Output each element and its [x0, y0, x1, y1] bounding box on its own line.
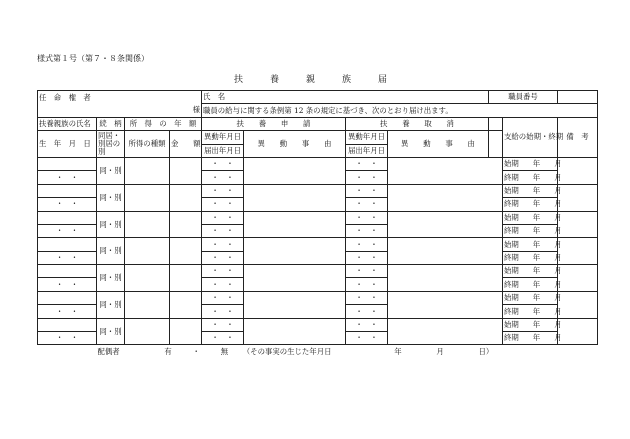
dependent-name-field[interactable] [38, 265, 97, 278]
fact-year: 年 [394, 346, 402, 356]
app-reason-field[interactable] [244, 265, 346, 292]
col-cancel-submit-date: 届出年月日 [346, 144, 388, 157]
app-change-date-field[interactable]: ・ ・ [202, 184, 244, 197]
amount-field[interactable] [170, 238, 202, 265]
birth-date-field[interactable]: ・ ・ [38, 278, 97, 291]
col-amount: 金 額 [170, 131, 202, 158]
app-reason-field[interactable] [244, 291, 346, 318]
cohabit-field[interactable]: 同・別 [97, 265, 125, 292]
start-month: 月 [554, 239, 562, 249]
app-change-date-field[interactable]: ・ ・ [202, 211, 244, 224]
start-month: 月 [554, 293, 562, 303]
birth-date-field[interactable]: ・ ・ [38, 171, 97, 184]
start-label: 始期 [504, 319, 519, 329]
col-cancellation: 扶 養 取 消 [346, 117, 489, 130]
end-period-field[interactable] [503, 171, 562, 184]
start-period-field[interactable] [503, 211, 562, 224]
end-year: 年 [532, 199, 541, 209]
remarks-field[interactable] [558, 238, 598, 265]
col-relationship: 続 柄 [97, 117, 125, 130]
spouse-yes[interactable]: 有 [164, 346, 172, 356]
income-type-field[interactable] [125, 291, 170, 318]
amount-field[interactable] [170, 291, 202, 318]
end-month: 月 [554, 333, 562, 343]
end-label: 終期 [504, 333, 519, 343]
start-period-field[interactable] [503, 157, 562, 170]
cancel-change-date-field[interactable]: ・ ・ [346, 157, 388, 170]
app-reason-field[interactable] [244, 157, 346, 184]
appointer-row [38, 91, 598, 104]
employee-number-label: 職員番号 [489, 91, 558, 104]
cancel-submit-date-field[interactable]: ・ ・ [346, 305, 388, 318]
start-label: 始期 [504, 159, 519, 169]
cohabit-field[interactable]: 同・別 [97, 291, 125, 318]
end-month: 月 [554, 226, 562, 236]
start-month: 月 [554, 186, 562, 196]
cancel-reason-field[interactable] [388, 265, 503, 292]
cancel-change-date-field[interactable]: ・ ・ [346, 318, 388, 331]
app-reason-field[interactable] [244, 238, 346, 265]
start-year: 年 [532, 319, 541, 329]
start-period-field[interactable] [503, 291, 562, 304]
birth-date-field[interactable]: ・ ・ [38, 198, 97, 211]
app-submit-date-field[interactable]: ・ ・ [202, 171, 244, 184]
appointer-label: 任 命 権 者 [38, 91, 202, 104]
dependent-row-top [38, 184, 598, 197]
cancel-submit-date-field[interactable]: ・ ・ [346, 171, 388, 184]
end-month: 月 [554, 199, 562, 209]
start-year: 年 [532, 266, 541, 276]
col-app-change-date: 異動年月日 [202, 131, 244, 144]
col-application: 扶 養 申 請 [202, 117, 346, 130]
cancel-change-date-field[interactable]: ・ ・ [346, 238, 388, 251]
dependent-form-table [37, 90, 598, 358]
dependent-name-field[interactable] [38, 238, 97, 251]
dependent-name-field[interactable] [38, 157, 97, 170]
end-label: 終期 [504, 253, 519, 262]
end-month: 月 [554, 306, 562, 316]
start-year: 年 [532, 186, 541, 196]
dependent-name-field[interactable] [38, 184, 97, 197]
cancel-submit-date-field[interactable]: ・ ・ [346, 251, 388, 264]
start-label: 始期 [504, 239, 519, 249]
col-payment-period: 支給の始期・終期 [503, 117, 558, 157]
amount-field[interactable] [170, 318, 202, 345]
name-field[interactable] [202, 91, 489, 104]
col-remarks: 備 考 [558, 117, 598, 157]
start-period-field[interactable] [503, 184, 562, 197]
app-submit-date-field[interactable]: ・ ・ [202, 278, 244, 291]
remarks-field[interactable] [558, 184, 598, 211]
app-submit-date-field[interactable]: ・ ・ [202, 332, 244, 345]
col-cancel-change-reason: 異 動 事 由 [388, 131, 489, 158]
end-period-field[interactable] [503, 332, 562, 345]
form-number: 様式第１号（第７・８条関係） [37, 54, 149, 63]
col-app-change-reason: 異 動 事 由 [244, 131, 346, 158]
start-year: 年 [532, 212, 541, 222]
app-reason-field[interactable] [244, 211, 346, 238]
employee-number-field[interactable] [558, 91, 598, 104]
app-change-date-field[interactable]: ・ ・ [202, 238, 244, 251]
col-income: 所 得 の 年 額 [125, 117, 202, 130]
header-row-1 [38, 117, 598, 130]
start-month: 月 [554, 212, 562, 222]
app-change-date-field[interactable]: ・ ・ [202, 157, 244, 170]
spouse-row [38, 345, 598, 358]
end-period-field[interactable] [503, 278, 562, 291]
cohabit-field[interactable]: 同・別 [97, 157, 125, 184]
spouse-dot: ・ [192, 346, 200, 356]
dependent-row-top [38, 238, 598, 251]
cancel-submit-date-field[interactable]: ・ ・ [346, 224, 388, 237]
cancel-reason-field[interactable] [388, 184, 503, 211]
end-label: 終期 [504, 306, 519, 316]
statement-text: 職員の給与に関する条例第 12 条の規定に基づき、次のとおり届け出ます。 [202, 104, 598, 117]
spouse-label: 配偶者 [97, 346, 120, 356]
col-cancel-change-date: 異動年月日 [346, 131, 388, 144]
start-label: 始期 [504, 212, 519, 222]
app-submit-date-field[interactable]: ・ ・ [202, 198, 244, 211]
income-type-field[interactable] [125, 184, 170, 211]
cancel-reason-field[interactable] [388, 318, 503, 345]
name-label: 氏 名 [203, 92, 226, 102]
dependent-name-field[interactable] [38, 318, 97, 331]
amount-field[interactable] [170, 265, 202, 292]
end-label: 終期 [504, 279, 519, 289]
cohabit-field[interactable]: 同・別 [97, 211, 125, 238]
income-type-field[interactable] [125, 265, 170, 292]
start-label: 始期 [504, 186, 519, 196]
app-change-date-field[interactable]: ・ ・ [202, 318, 244, 331]
cancel-change-date-field[interactable]: ・ ・ [346, 184, 388, 197]
end-label: 終期 [504, 226, 519, 236]
cancel-reason-field[interactable] [388, 238, 503, 265]
start-period-field[interactable] [503, 318, 562, 331]
income-type-field[interactable] [125, 318, 170, 345]
end-month: 月 [554, 253, 562, 262]
dependent-row-top [38, 157, 598, 170]
statement-row [38, 104, 598, 117]
end-year: 年 [532, 253, 541, 262]
dependent-rows [38, 157, 598, 344]
appointer-sama: 様 [38, 104, 202, 117]
app-change-date-field[interactable]: ・ ・ [202, 265, 244, 278]
end-year: 年 [532, 306, 541, 316]
end-label: 終期 [504, 199, 519, 209]
cancel-submit-date-field[interactable]: ・ ・ [346, 332, 388, 345]
income-type-field[interactable] [125, 238, 170, 265]
remarks-field[interactable] [558, 157, 598, 184]
col-income-type: 所得の種類 [125, 131, 170, 158]
cohabit-field[interactable]: 同・別 [97, 318, 125, 345]
amount-field[interactable] [170, 157, 202, 184]
start-month: 月 [554, 266, 562, 276]
col-dependent-name: 扶養親族の氏名 [38, 117, 97, 130]
income-type-field[interactable] [125, 157, 170, 184]
dependent-row-top [38, 265, 598, 278]
start-label: 始期 [504, 293, 519, 303]
remarks-field[interactable] [558, 291, 598, 318]
start-year: 年 [532, 293, 541, 303]
end-period-field[interactable] [503, 198, 562, 211]
end-year: 年 [532, 279, 541, 289]
birth-date-field[interactable]: ・ ・ [38, 332, 97, 345]
col-app-submit-date: 届出年月日 [202, 144, 244, 157]
start-month: 月 [554, 319, 562, 329]
amount-field[interactable] [170, 211, 202, 238]
app-reason-field[interactable] [244, 318, 346, 345]
dependent-name-field[interactable] [38, 291, 97, 304]
start-year: 年 [532, 239, 541, 249]
app-change-date-field[interactable]: ・ ・ [202, 291, 244, 304]
spouse-line [38, 345, 598, 358]
dependent-row-top [38, 291, 598, 304]
start-period-field[interactable] [503, 238, 562, 251]
start-label: 始期 [504, 266, 519, 276]
app-reason-field[interactable] [244, 184, 346, 211]
cancel-change-date-field[interactable]: ・ ・ [346, 265, 388, 278]
fact-date-label: （その事実の生じた年月日 [242, 346, 332, 356]
cancel-submit-date-field[interactable]: ・ ・ [346, 278, 388, 291]
income-type-field[interactable] [125, 211, 170, 238]
start-period-field[interactable] [503, 265, 562, 278]
end-period-field[interactable] [503, 251, 562, 264]
end-year: 年 [532, 333, 541, 343]
start-year: 年 [532, 159, 541, 169]
end-period-field[interactable] [503, 305, 562, 318]
app-submit-date-field[interactable]: ・ ・ [202, 224, 244, 237]
cohabit-field[interactable]: 同・別 [97, 238, 125, 265]
spouse-no[interactable]: 無 [220, 346, 229, 356]
cancel-change-date-field[interactable]: ・ ・ [346, 291, 388, 304]
cohabit-field[interactable]: 同・別 [97, 184, 125, 211]
cancel-reason-field[interactable] [388, 291, 503, 318]
dependent-row-top [38, 211, 598, 224]
fact-month: 月 [436, 346, 444, 356]
remarks-field[interactable] [558, 265, 598, 292]
cancel-reason-field[interactable] [388, 211, 503, 238]
end-year: 年 [532, 226, 541, 236]
start-month: 月 [554, 159, 562, 169]
end-label: 終期 [504, 172, 519, 182]
app-submit-date-field[interactable]: ・ ・ [202, 251, 244, 264]
dependent-row-top [38, 318, 598, 331]
cancel-change-date-field[interactable]: ・ ・ [346, 211, 388, 224]
cancel-reason-field[interactable] [388, 157, 503, 184]
remarks-field[interactable] [558, 318, 598, 345]
end-period-field[interactable] [503, 224, 562, 237]
cancel-submit-date-field[interactable]: ・ ・ [346, 198, 388, 211]
end-year: 年 [532, 172, 541, 182]
fact-day: 日） [478, 346, 494, 356]
col-birth-date: 生 年 月 日 [38, 131, 97, 158]
birth-date-field[interactable]: ・ ・ [38, 224, 97, 237]
dependent-name-field[interactable] [38, 211, 97, 224]
birth-date-field[interactable]: ・ ・ [38, 305, 97, 318]
app-submit-date-field[interactable]: ・ ・ [202, 305, 244, 318]
amount-field[interactable] [170, 184, 202, 211]
end-month: 月 [554, 279, 562, 289]
remarks-field[interactable] [558, 211, 598, 238]
form-title: 扶 養 親 族 届 [233, 75, 396, 85]
birth-date-field[interactable]: ・ ・ [38, 251, 97, 264]
end-month: 月 [554, 172, 562, 182]
col-cohabit: 同居・別居の別 [97, 131, 125, 158]
